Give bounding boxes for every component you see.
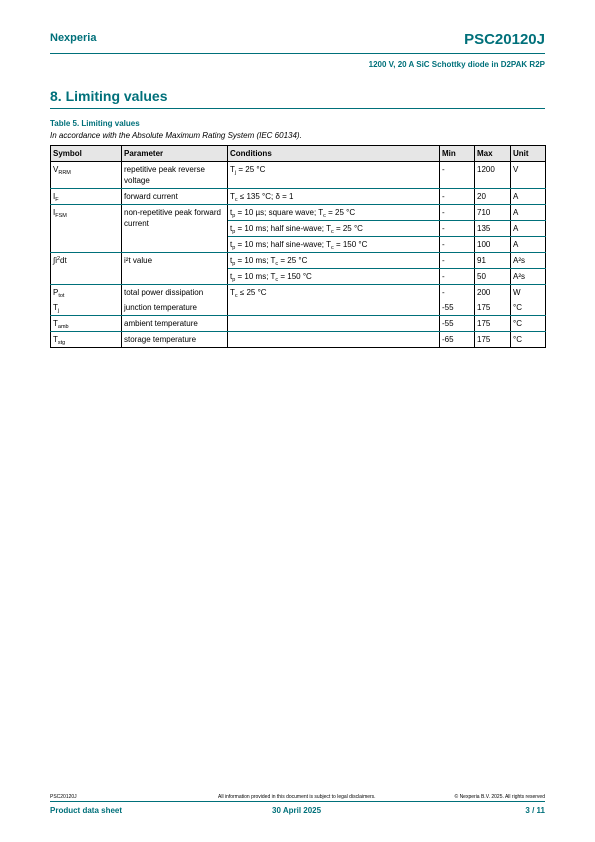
table-caption: Table 5. Limiting values [50, 119, 140, 128]
min-cell: - [440, 221, 475, 237]
max-cell: 91 [475, 253, 511, 269]
symbol-subscript: tot [58, 293, 65, 299]
max-cell: 710 [475, 205, 511, 221]
unit-cell: A²s [511, 269, 546, 285]
min-cell: -55 [440, 300, 475, 316]
condition-text: t [230, 272, 233, 281]
parameter-cell: storage temperature [122, 332, 228, 348]
min-cell: - [440, 237, 475, 253]
conditions-cell [228, 221, 440, 237]
condition-subscript: c [234, 293, 238, 299]
unit-cell: W [511, 285, 546, 301]
header-divider [50, 53, 545, 54]
max-cell: 100 [475, 237, 511, 253]
conditions-cell [228, 285, 440, 301]
table-note: In accordance with the Absolute Maximum Rating System (IEC 60134). [50, 131, 302, 140]
footer-disclaimer: All information provided in this document is subject to legal disclaimers. [218, 794, 376, 800]
table-body [51, 162, 546, 348]
symbol-subscript: RRM [58, 170, 71, 176]
header-conditions: Conditions [228, 146, 440, 162]
table-row [51, 316, 546, 332]
symbol-text: T [53, 319, 58, 328]
condition-subscript: j [234, 170, 237, 176]
condition-subscript: c [275, 277, 279, 283]
parameter-cell: junction temperature [122, 300, 228, 316]
symbol-text: T [53, 335, 58, 344]
condition-subscript: c [234, 197, 238, 203]
condition-subscript: c [330, 245, 334, 251]
min-cell: -65 [440, 332, 475, 348]
min-cell: - [440, 269, 475, 285]
condition-text: = 25 °C [325, 208, 356, 217]
condition-text: = 25 °C [278, 256, 308, 265]
header-parameter: Parameter [122, 146, 228, 162]
condition-text: = 10 ms; half sine-wave; T [235, 240, 331, 249]
symbol-cell [51, 285, 122, 301]
parameter-cell: total power dissipation [122, 285, 228, 301]
min-cell: - [440, 205, 475, 221]
min-cell: - [440, 189, 475, 205]
table-row [51, 285, 546, 301]
symbol-subscript: stg [57, 340, 66, 346]
parameter-cell: non-repetitive peak forward current [122, 205, 228, 253]
min-cell: -55 [440, 316, 475, 332]
condition-subscript: c [330, 229, 334, 235]
symbol-text: ∫i [53, 256, 57, 265]
min-cell: - [440, 253, 475, 269]
condition-text: T [230, 288, 235, 297]
condition-text: T [230, 192, 235, 201]
conditions-cell [228, 300, 440, 316]
min-cell: - [440, 162, 475, 189]
max-cell: 175 [475, 332, 511, 348]
symbol-subscript: FSM [55, 213, 67, 219]
unit-cell: A [511, 221, 546, 237]
condition-text: = 25 °C [333, 224, 363, 233]
min-cell: - [440, 285, 475, 301]
parameter-cell: forward current [122, 189, 228, 205]
symbol-text: I [53, 192, 56, 201]
table-row [51, 162, 546, 189]
max-cell: 175 [475, 300, 511, 316]
conditions-cell [228, 269, 440, 285]
section-divider [50, 108, 545, 109]
table-row [51, 332, 546, 348]
symbol-subscript: j [57, 308, 60, 314]
condition-text: t [230, 240, 233, 249]
header-max: Max [475, 146, 511, 162]
unit-cell: °C [511, 300, 546, 316]
condition-text: t [230, 208, 233, 217]
unit-cell: A [511, 205, 546, 221]
brand-name: Nexperia [50, 32, 97, 44]
table-row [51, 205, 546, 221]
header-symbol: Symbol [51, 146, 122, 162]
footer-copyright: © Nexperia B.V. 2025. All rights reserved [454, 794, 545, 800]
header-min: Min [440, 146, 475, 162]
conditions-cell [228, 162, 440, 189]
parameter-cell: i²t value [122, 253, 228, 285]
condition-text: T [230, 165, 235, 174]
condition-subscript: c [323, 213, 326, 219]
condition-subscript: p [232, 261, 236, 267]
condition-subscript: p [232, 213, 236, 219]
condition-text: = 150 °C [333, 240, 368, 249]
condition-text: = 10 ms; half sine-wave; T [235, 224, 331, 233]
unit-cell: A [511, 189, 546, 205]
condition-text: t [230, 224, 233, 233]
unit-cell: °C [511, 316, 546, 332]
conditions-cell [228, 237, 440, 253]
unit-cell: °C [511, 332, 546, 348]
symbol-subscript: F [55, 197, 59, 203]
symbol-cell [51, 332, 122, 348]
condition-subscript: p [232, 245, 236, 251]
symbol-text: T [53, 303, 58, 312]
footer-doc-type: Product data sheet [50, 806, 123, 815]
condition-subscript: p [232, 277, 236, 283]
parameter-cell: ambient temperature [122, 316, 228, 332]
conditions-cell [228, 253, 440, 269]
footer-divider [50, 801, 545, 802]
unit-cell: A [511, 237, 546, 253]
condition-text: ≤ 25 °C [237, 288, 267, 297]
condition-text: = 10 ms; T [235, 272, 276, 281]
max-cell: 200 [475, 285, 511, 301]
condition-text: = 10 ms; T [235, 256, 276, 265]
symbol-subscript: amb [57, 324, 69, 330]
parameter-cell: repetitive peak reverse voltage [122, 162, 228, 189]
condition-subscript: c [275, 261, 279, 267]
table-row [51, 300, 546, 316]
table-header-row [51, 146, 546, 162]
part-number: PSC20120J [464, 31, 545, 48]
conditions-cell [228, 316, 440, 332]
symbol-cell [51, 162, 122, 189]
footer-doc-id: PSC20120J [50, 794, 77, 800]
limiting-values-table [50, 145, 546, 348]
condition-text: ≤ 135 °C; δ = 1 [237, 192, 294, 201]
symbol-cell [51, 253, 122, 285]
symbol-text: I [53, 208, 56, 217]
max-cell: 50 [475, 269, 511, 285]
symbol-superscript: 2 [56, 256, 61, 262]
max-cell: 135 [475, 221, 511, 237]
condition-text: = 10 µs; square wave; T [235, 208, 324, 217]
symbol-tail: dt [60, 256, 67, 265]
footer-page-number: 3 / 11 [525, 806, 545, 815]
conditions-cell [228, 205, 440, 221]
symbol-cell [51, 189, 122, 205]
condition-subscript: p [232, 229, 236, 235]
max-cell: 175 [475, 316, 511, 332]
condition-text: t [230, 256, 233, 265]
symbol-text: V [53, 165, 59, 174]
conditions-cell [228, 332, 440, 348]
condition-text: = 150 °C [278, 272, 312, 281]
table-row [51, 253, 546, 269]
symbol-cell [51, 316, 122, 332]
max-cell: 1200 [475, 162, 511, 189]
header-unit: Unit [511, 146, 546, 162]
symbol-text: P [53, 288, 59, 297]
section-heading: 8. Limiting values [50, 88, 168, 104]
conditions-cell [228, 189, 440, 205]
footer-date: 30 April 2025 [272, 806, 322, 815]
table-row [51, 189, 546, 205]
symbol-cell [51, 205, 122, 253]
unit-cell: A²s [511, 253, 546, 269]
document-subtitle: 1200 V, 20 A SiC Schottky diode in D2PAK R2P [368, 60, 545, 69]
condition-text: = 25 °C [236, 165, 266, 174]
symbol-cell [51, 300, 122, 316]
max-cell: 20 [475, 189, 511, 205]
unit-cell: V [511, 162, 546, 189]
